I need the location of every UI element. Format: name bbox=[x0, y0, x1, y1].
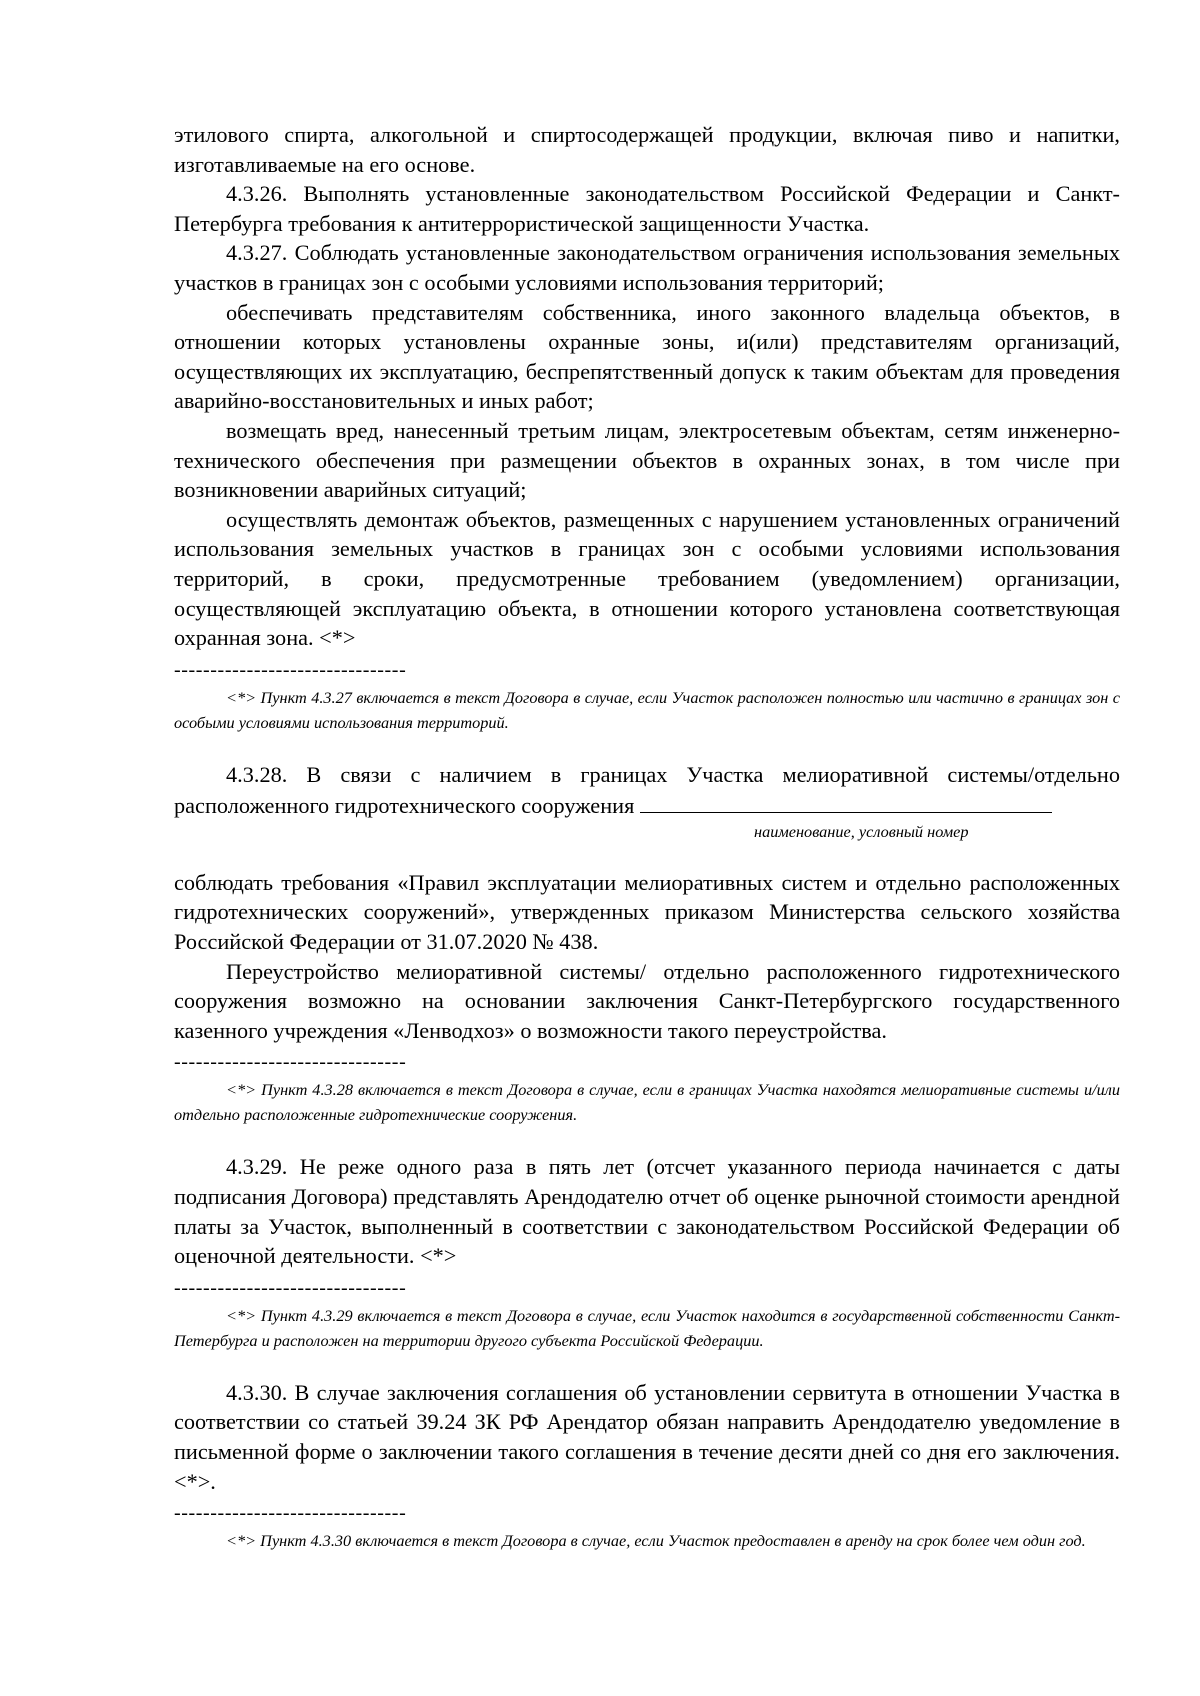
footnote-separator-3: -------------------------------- bbox=[174, 1280, 407, 1297]
blank-fill-line bbox=[640, 789, 1052, 813]
paragraph-4-3-26: 4.3.26. Выполнять установленные законодательством Российской Федерации и Санкт-Петербурга требования к антитеррористической защищенности Участка. bbox=[174, 181, 1120, 236]
paragraph-4-3-28-line2 bbox=[174, 789, 1120, 821]
footnote-separator-1: -------------------------------- bbox=[174, 662, 407, 679]
paragraph-4-3-30: 4.3.30. В случае заключения соглашения об установлении сервитута в отношении Участка в соответствии со статьей 39.24 ЗК РФ Арендатор обязан направить Арендодателю уведомление в письменной форме о заключении такого соглашения в течение десяти дней со дня его заключения. <*>. bbox=[174, 1379, 1120, 1494]
paragraph-4-3-27: 4.3.27. Соблюдать установленные законодательством ограничения использования земельных участков в границах зон с особыми условиями использования территорий; bbox=[174, 240, 1120, 295]
footnote-separator-2: -------------------------------- bbox=[174, 1055, 407, 1072]
document-body bbox=[174, 120, 1120, 1553]
paragraph-4-3-29: 4.3.29. Не реже одного раза в пять лет (отсчет указанного периода начинается с даты подписания Договора) представлять Арендодателю отчет об оценке рыночной стоимости арендной платы за Участок, выполненный в соответствии с законодательством Российской Федерации об оценочной деятельности. <*> bbox=[174, 1154, 1120, 1269]
paragraph-reconstruction: Переустройство мелиоративной системы/ отдельно расположенного гидротехнического сооружения возможно на основании заключения Санкт-Петербургского государственного казенного учреждения «Ленводхоз» о возможности такого переустройства. bbox=[174, 958, 1120, 1043]
paragraph-meliorative-rules: соблюдать требования «Правил эксплуатации мелиоративных систем и отдельно расположенных гидротехнических сооружений», утвержденных приказом Министерства сельского хозяйства Российской Федерации от 31.07.2020 № 438. bbox=[174, 869, 1120, 955]
paragraph-dismantling-obligation: осуществлять демонтаж объектов, размещенных с нарушением установленных ограничений использования земельных участков в границах зон с особыми условиями использования территорий, в сроки, предусмотренные требованием (уведомлением) организации, осуществляющей эксплуатацию объекта, в отношении которого установлена соответствующая охранная зона. <*> bbox=[174, 506, 1120, 651]
footnote-4-3-30: <*> Пункт 4.3.30 включается в текст Договора в случае, если Участок предоставлен в аренду на срок более чем один год. bbox=[226, 1531, 1086, 1551]
paragraph-4-3-28-text: расположенного гидротехнического сооружения bbox=[174, 793, 635, 819]
footnote-4-3-27: <*> Пункт 4.3.27 включается в текст Договора в случае, если Участок расположен полностью или частично в границах зон с особыми условиями использования территорий. bbox=[174, 687, 1120, 732]
paragraph-4-3-28-line1: 4.3.28. В связи с наличием в границах Участка мелиоративной системы/отдельно bbox=[226, 761, 1120, 787]
paragraph-access-obligation: обеспечивать представителям собственника, иного законного владельца объектов, в отношении которых установлены охранные зоны, и(или) представителям организаций, осуществляющих их эксплуатацию, беспрепятственный допуск к таким объектам для проведения аварийно-восстановительных и иных работ; bbox=[174, 299, 1120, 414]
blank-field-caption: наименование, условный номер bbox=[754, 821, 969, 841]
paragraph-continuation: этилового спирта, алкогольной и спиртосодержащей продукции, включая пиво и напитки, изготавливаемые на его основе. bbox=[174, 122, 1120, 177]
footnote-4-3-28: <*> Пункт 4.3.28 включается в текст Договора в случае, если в границах Участка находятся мелиоративные системы и/или отдельно расположенные гидротехнические сооружения. bbox=[174, 1080, 1120, 1125]
footnote-4-3-29: <*> Пункт 4.3.29 включается в текст Договора в случае, если Участок находится в государственной собственности Санкт-Петербурга и расположен на территории другого субъекта Российской Федерации. bbox=[174, 1305, 1120, 1350]
footnote-separator-4: -------------------------------- bbox=[174, 1506, 407, 1523]
paragraph-damages-obligation: возмещать вред, нанесенный третьим лицам, электросетевым объектам, сетям инженерно-технического обеспечения при размещении объектов в охранных зонах, в том числе при возникновении аварийных ситуаций; bbox=[174, 417, 1120, 503]
